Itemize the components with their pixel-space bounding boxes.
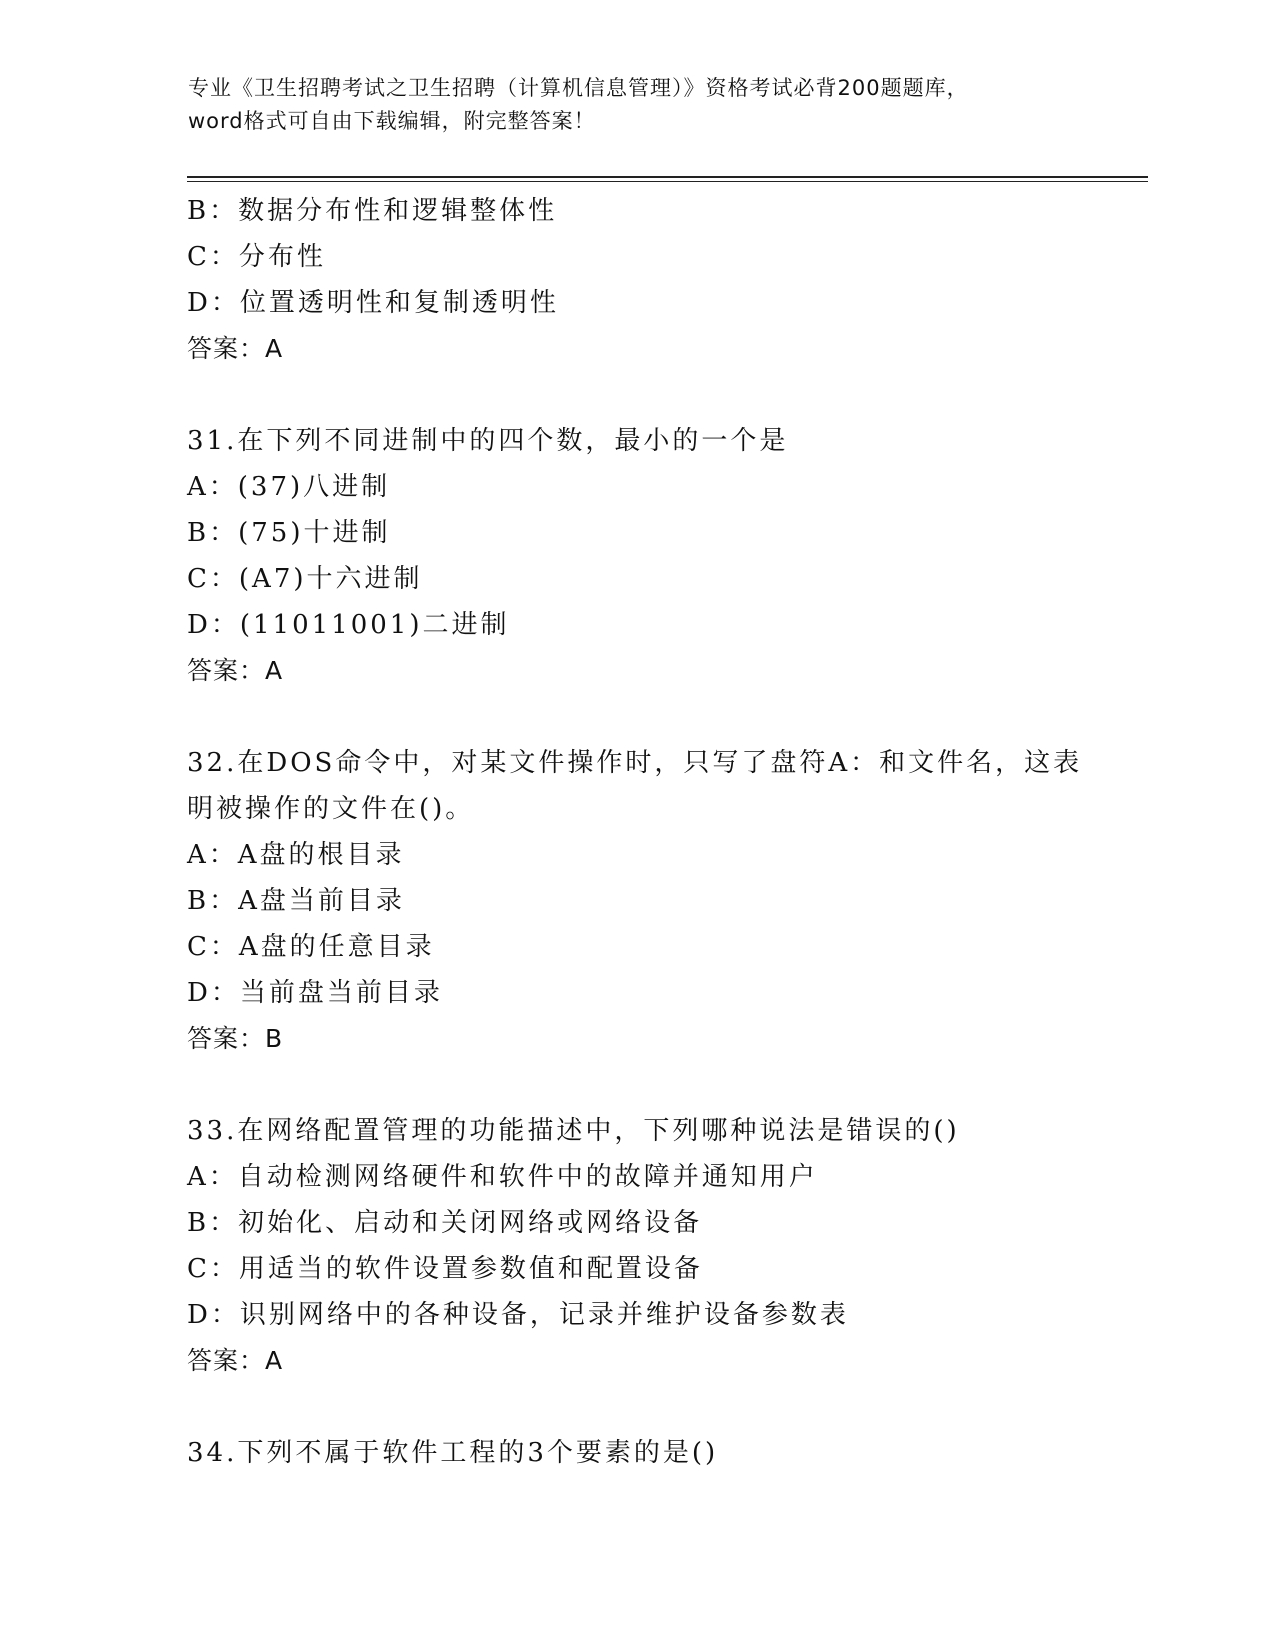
question-text: 34.下列不属于软件工程的3个要素的是() xyxy=(187,1438,719,1468)
document-header xyxy=(188,72,1088,138)
option-d: D：(11011001)二进制 xyxy=(187,610,510,640)
answer-line: 答案：A xyxy=(187,334,284,363)
question-34 xyxy=(187,1430,1147,1476)
question-text-line-1: 32.在DOS命令中，对某文件操作时，只写了盘符A：和文件名，这表 xyxy=(187,748,1083,778)
question-text: 33.在网络配置管理的功能描述中，下列哪种说法是错误的() xyxy=(187,1116,960,1146)
option-d: D：位置透明性和复制透明性 xyxy=(187,288,559,318)
question-gap xyxy=(187,1062,1147,1108)
option-c: C：用适当的软件设置参数值和配置设备 xyxy=(187,1254,703,1284)
question-31 xyxy=(187,418,1147,694)
option-d: D：当前盘当前目录 xyxy=(187,978,443,1008)
question-32 xyxy=(187,740,1147,1062)
header-divider xyxy=(187,176,1148,182)
question-33 xyxy=(187,1108,1147,1384)
question-text: 31.在下列不同进制中的四个数，最小的一个是 xyxy=(187,426,789,456)
question-gap xyxy=(187,1384,1147,1430)
option-a: A：A盘的根目录 xyxy=(187,840,405,870)
question-30-continued xyxy=(187,188,1147,372)
option-a: A：自动检测网络硬件和软件中的故障并通知用户 xyxy=(187,1162,818,1192)
option-a: A：(37)八进制 xyxy=(187,472,391,502)
question-gap xyxy=(187,694,1147,740)
option-b: B：数据分布性和逻辑整体性 xyxy=(187,196,558,226)
answer-line: 答案：A xyxy=(187,1346,284,1375)
question-gap xyxy=(187,372,1147,418)
option-c: C：(A7)十六进制 xyxy=(187,564,423,594)
option-c: C：A盘的任意目录 xyxy=(187,932,435,962)
header-line-1: 专业《卫生招聘考试之卫生招聘（计算机信息管理）》资格考试必背200题题库， xyxy=(188,76,969,100)
question-text-line-2: 明被操作的文件在()。 xyxy=(187,794,475,824)
question-list xyxy=(187,188,1147,1476)
header-line-2: word格式可自由下载编辑，附完整答案！ xyxy=(188,109,596,133)
option-b: B：初始化、启动和关闭网络或网络设备 xyxy=(187,1208,703,1238)
answer-line: 答案：A xyxy=(187,656,284,685)
option-c: C：分布性 xyxy=(187,242,326,272)
answer-line: 答案：B xyxy=(187,1024,284,1053)
option-d: D：识别网络中的各种设备，记录并维护设备参数表 xyxy=(187,1300,849,1330)
option-b: B：A盘当前目录 xyxy=(187,886,405,916)
option-b: B：(75)十进制 xyxy=(187,518,391,548)
